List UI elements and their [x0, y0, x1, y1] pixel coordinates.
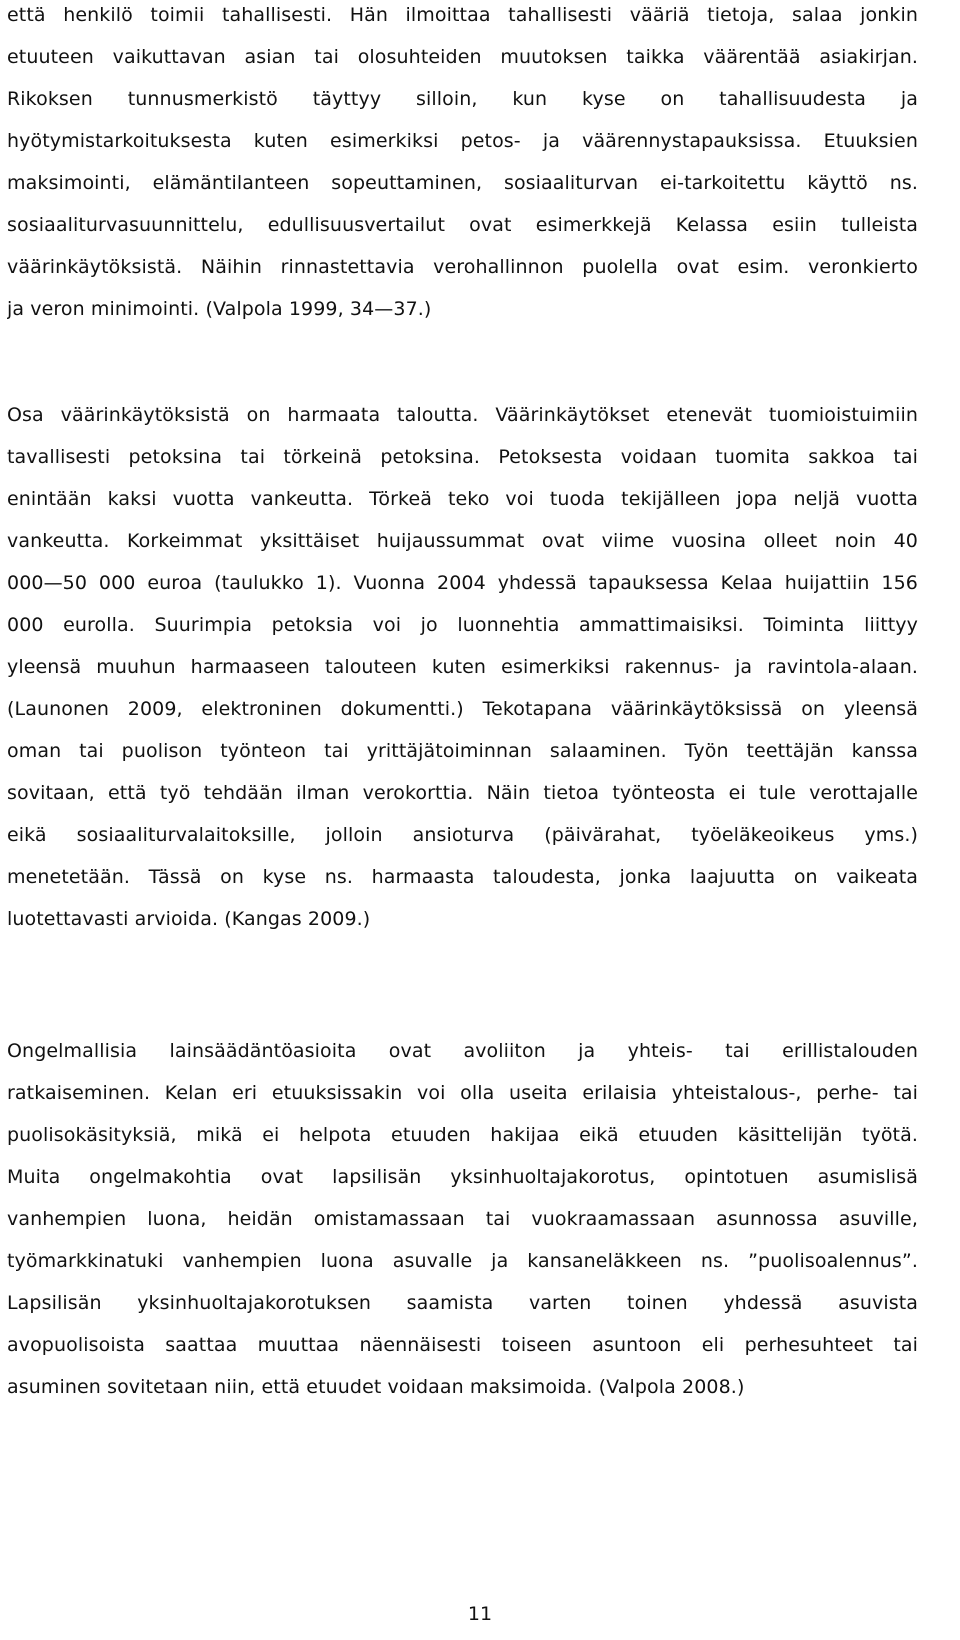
text-line: luotettavasti arvioida. (Kangas 2009.)	[7, 908, 371, 930]
text-line: yleensä muuhun harmaaseen talouteen kuten esimerkiksi rakennus- ja ravintola-alaan.	[7, 656, 918, 678]
page-number: 11	[467, 1603, 493, 1625]
text-line: (Launonen 2009, elektroninen dokumentti.) Tekotapana väärinkäytöksissä on yleensä	[7, 698, 918, 720]
text-line: avopuolisoista saattaa muuttaa näennäisesti toiseen asuntoon eli perhesuhteet tai	[7, 1334, 918, 1356]
text-line: sosiaaliturvasuunnittelu, edullisuusvertailut ovat esimerkkejä Kelassa esiin tulleista	[7, 214, 918, 236]
text-line: Rikoksen tunnusmerkistö täyttyy silloin, kun kyse on tahallisuudesta ja	[7, 88, 918, 110]
text-line: tavallisesti petoksina tai törkeinä petoksina. Petoksesta voidaan tuomita sakkoa tai	[7, 446, 918, 468]
text-line: väärinkäytöksistä. Näihin rinnastettavia verohallinnon puolella ovat esim. veronkierto	[7, 256, 918, 278]
text-line: Muita ongelmakohtia ovat lapsilisän yksinhuoltajakorotus, opintotuen asumislisä	[7, 1166, 918, 1188]
text-line: etuuteen vaikuttavan asian tai olosuhteiden muutoksen taikka väärentää asiakirjan.	[7, 46, 918, 68]
text-line: vanhempien luona, heidän omistamassaan tai vuokraamassaan asunnossa asuville,	[7, 1208, 918, 1230]
text-line: puolisokäsityksiä, mikä ei helpota etuuden hakijaa eikä etuuden käsittelijän työtä.	[7, 1124, 918, 1146]
text-line: asuminen sovitetaan niin, että etuudet voidaan maksimoida. (Valpola 2008.)	[7, 1376, 745, 1398]
text-line: ratkaiseminen. Kelan eri etuuksissakin voi olla useita erilaisia yhteistalous-, perhe- tai	[7, 1082, 918, 1104]
text-line: vankeutta. Korkeimmat yksittäiset huijaussummat ovat viime vuosina olleet noin 40	[7, 530, 918, 552]
paragraph-1	[7, 0, 918, 330]
text-line: Lapsilisän yksinhuoltajakorotuksen saamista varten toinen yhdessä asuvista	[7, 1292, 918, 1314]
text-line: 000 eurolla. Suurimpia petoksia voi jo luonnehtia ammattimaisiksi. Toiminta liittyy	[7, 614, 918, 636]
text-line: 000—50 000 euroa (taulukko 1). Vuonna 2004 yhdessä tapauksessa Kelaa huijattiin 156	[7, 572, 918, 594]
paragraph-2	[7, 394, 918, 940]
text-line: Osa väärinkäytöksistä on harmaata taloutta. Väärinkäytökset etenevät tuomioistuimiin	[7, 404, 918, 426]
text-line: Ongelmallisia lainsäädäntöasioita ovat avoliiton ja yhteis- tai erillistalouden	[7, 1040, 918, 1062]
text-line: sovitaan, että työ tehdään ilman verokorttia. Näin tietoa työnteosta ei tule verottajalle	[7, 782, 918, 804]
text-line: oman tai puolison työnteon tai yrittäjätoiminnan salaaminen. Työn teettäjän kanssa	[7, 740, 918, 762]
paragraph-3	[7, 1030, 918, 1408]
text-line: ja veron minimointi. (Valpola 1999, 34—37.)	[7, 298, 432, 320]
text-line: hyötymistarkoituksesta kuten esimerkiksi petos- ja väärennystapauksissa. Etuuksien	[7, 130, 918, 152]
text-line: eikä sosiaaliturvalaitoksille, jolloin ansioturva (päivärahat, työeläkeoikeus yms.)	[7, 824, 918, 846]
text-line: että henkilö toimii tahallisesti. Hän ilmoittaa tahallisesti vääriä tietoja, salaa jonkin	[7, 4, 918, 26]
text-line: enintään kaksi vuotta vankeutta. Törkeä teko voi tuoda tekijälleen jopa neljä vuotta	[7, 488, 918, 510]
text-line: työmarkkinatuki vanhempien luona asuvalle ja kansaneläkkeen ns. ”puolisoalennus”.	[7, 1250, 918, 1272]
text-line: maksimointi, elämäntilanteen sopeuttaminen, sosiaaliturvan ei-tarkoitettu käyttö ns.	[7, 172, 918, 194]
text-line: menetetään. Tässä on kyse ns. harmaasta taloudesta, jonka laajuutta on vaikeata	[7, 866, 918, 888]
